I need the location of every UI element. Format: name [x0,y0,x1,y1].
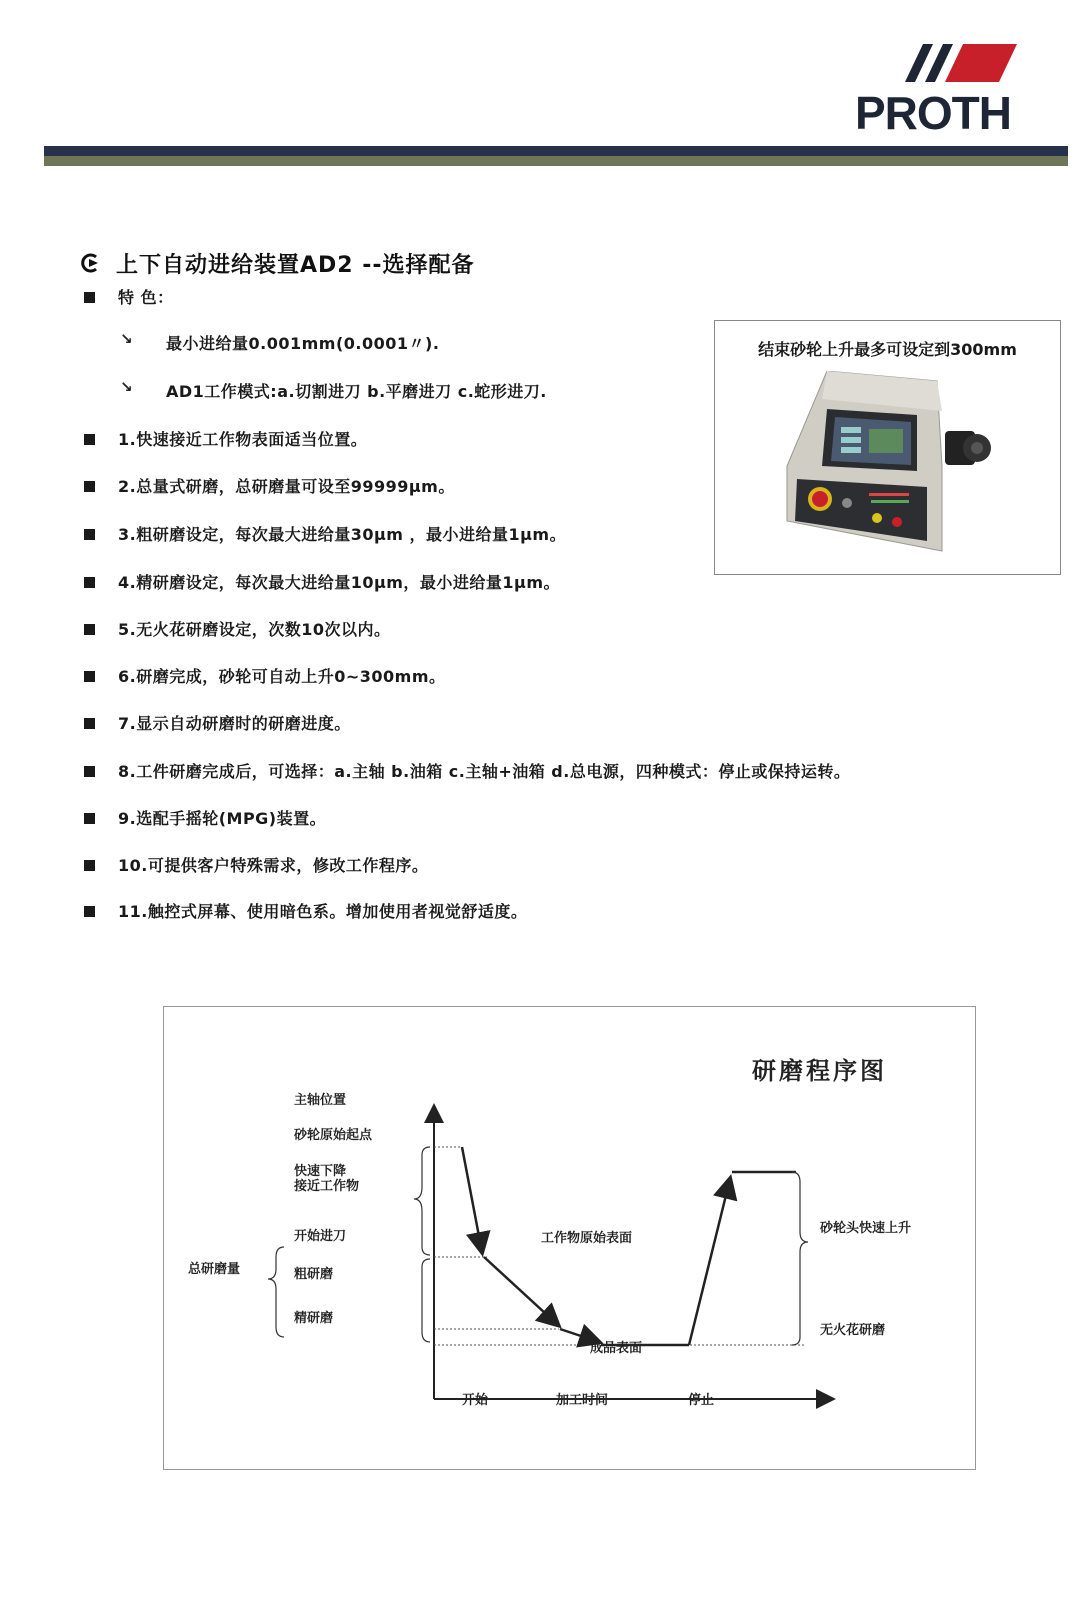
feature-item: 10.可提供客户特殊需求，修改工作程序。 [118,856,429,875]
feature-item: 9.选配手摇轮(MPG)装置。 [118,809,327,828]
label-total-grinding: 总研磨量 [188,1262,241,1277]
label-workpiece-surface: 工作物原始表面 [541,1231,633,1246]
label-start-feed: 开始进刀 [294,1229,347,1244]
label-stop: 停止 [688,1393,715,1408]
label-wheel-origin: 砂轮原始起点 [294,1128,373,1143]
bullet-icon [84,906,95,917]
features-label: 特 色： [118,288,174,307]
header-bar-accent [44,156,1068,166]
feature-item: 8.工件研磨完成后，可选择：a.主轴 b.油箱 c.主轴+油箱 d.总电源，四种模式：停止或保持运转。 [118,762,851,781]
bullet-icon [84,766,95,777]
label-approach: 接近工作物 [294,1179,360,1194]
label-start: 开始 [462,1393,489,1408]
label-rapid-descent: 快速下降 [294,1164,347,1179]
arrow-down-right-icon: ↘ [120,330,133,348]
arrow-down-right-icon: ↘ [120,378,133,396]
feature-item: 2.总量式研磨，总研磨量可设至99999μm。 [118,477,455,496]
feature-item: 3.粗研磨设定，每次最大进给量30μm ，最小进给量1μm。 [118,525,567,544]
bullet-icon [84,481,95,492]
sub-item: AD1工作模式:a.切割进刀 b.平磨进刀 c.蛇形进刀. [166,382,547,401]
label-finished-surface: 成品表面 [590,1341,643,1356]
bullet-icon [84,813,95,824]
photo-caption: 结束砂轮上升最多可设定到300mm [758,340,1017,359]
diagram-title: 研磨程序图 [752,1057,887,1085]
product-photo-box [714,320,1061,575]
bullet-icon [84,624,95,635]
bullet-icon [84,434,95,445]
bullet-icon [84,292,95,303]
logo-stripes-icon [905,44,1017,82]
controller-device-image [777,371,997,556]
circle-arrow-icon [80,252,102,274]
feature-item: 5.无火花研磨设定，次数10次以内。 [118,620,391,639]
bullet-icon [84,718,95,729]
header-bar [44,146,1068,156]
label-wheel-rise: 砂轮头快速上升 [820,1221,912,1236]
label-spindle-position: 主轴位置 [294,1093,347,1108]
label-fine-grinding: 精研磨 [294,1311,334,1326]
bullet-icon [84,671,95,682]
label-spark-out: 无火花研磨 [820,1323,886,1338]
label-processing-time: 加工时间 [556,1393,609,1408]
feature-item: 6.研磨完成，砂轮可自动上升0~300mm。 [118,667,446,686]
label-rough-grinding: 粗研磨 [294,1267,334,1282]
feature-item: 4.精研磨设定，每次最大进给量10μm，最小进给量1μm。 [118,573,561,592]
grinding-procedure-diagram [163,1006,976,1470]
section-heading [80,248,475,278]
proth-logo [855,40,1055,140]
feature-item: 11.触控式屏幕、使用暗色系。增加使用者视觉舒适度。 [118,902,528,921]
sub-item: 最小进给量0.001mm(0.0001〃). [166,334,440,353]
feature-item: 7.显示自动研磨时的研磨进度。 [118,714,351,733]
bullet-icon [84,529,95,540]
bullet-icon [84,577,95,588]
page-title: 上下自动进给装置AD2 --选择配备 [116,252,475,278]
brand-name: PROTH [855,87,1011,139]
bullet-icon [84,860,95,871]
feature-item: 1.快速接近工作物表面适当位置。 [118,430,368,449]
